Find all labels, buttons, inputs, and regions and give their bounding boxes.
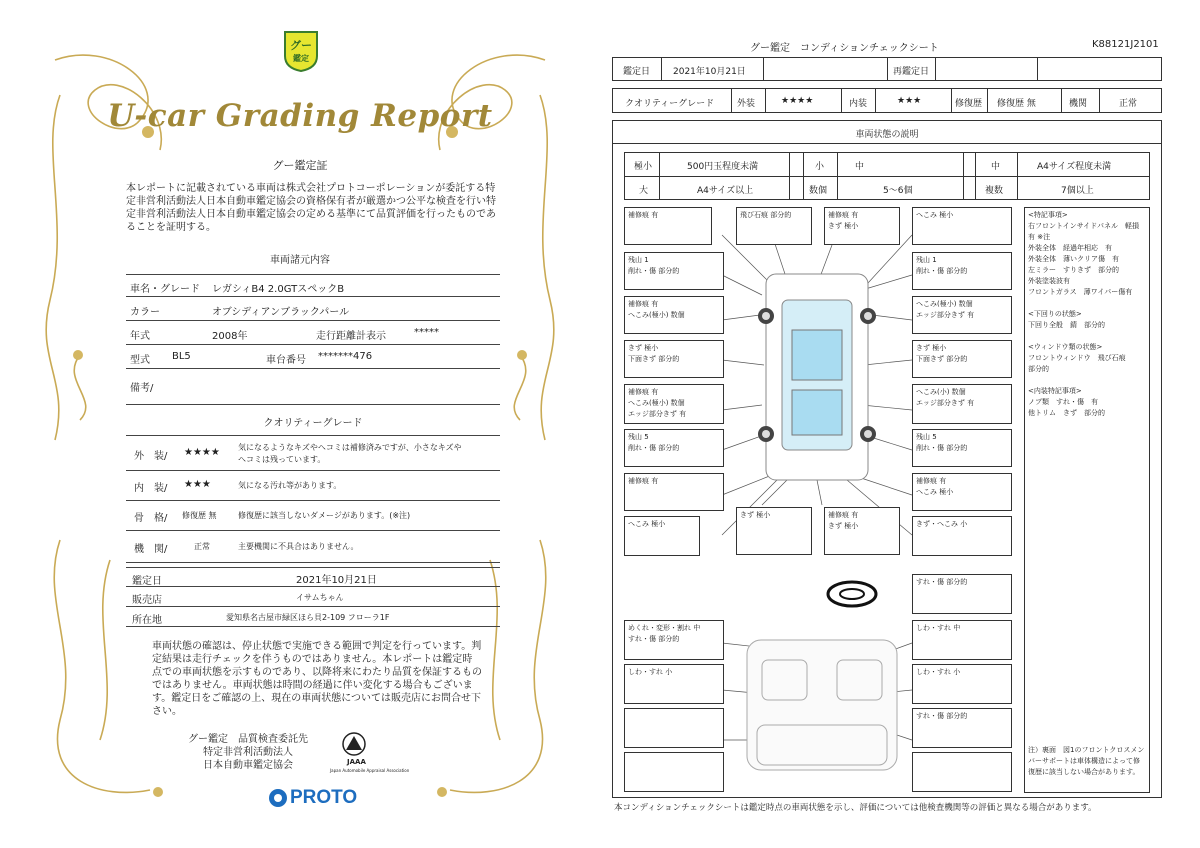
- svg-text:グー: グー: [290, 39, 312, 52]
- jaaa-sub-text: Japan Automobile Appraisal Association: [330, 768, 410, 773]
- damage-box-2: 飛び石痕 部分的: [736, 207, 812, 245]
- damage-box-29: [912, 752, 1012, 792]
- row-name: 車名・グレード レガシィB4 2.0GTスペックB: [126, 274, 500, 297]
- svg-text:鑑定: 鑑定: [293, 54, 309, 63]
- damage-box-3: 補修痕 有 きず 極小: [824, 207, 900, 245]
- note-line: [1028, 298, 1139, 309]
- notice-text: 車両状態の確認は、停止状態で実施できる範囲で判定を行っています。判定結果は走行チェックを伴うものではありません。本レポートは鑑定時点での車両状態を示すものであり、以降将来にわたり品質を保証するものではありません。車両状態は時間の経過に伴い変化する場合もございます。鑑定日をご確認の上、現在の車両状態については販売店にお問合せ下さい。: [152, 641, 482, 717]
- damage-box-6: 残山 1 削れ・傷 部分的: [912, 252, 1012, 290]
- note-line: フロントウィンドウ 飛び石痕: [1028, 354, 1126, 362]
- note-line: 外装全体 経過年相応 有: [1028, 244, 1112, 252]
- row-color: カラー オブシディアンブラックパール: [126, 297, 500, 321]
- damage-box-28: [624, 752, 724, 792]
- damage-box-26: [624, 708, 724, 748]
- damage-box-13: 残山 5 削れ・傷 部分的: [624, 429, 724, 467]
- date-table: 鑑定日 2021年10月21日 再鑑定日: [612, 57, 1162, 81]
- association-text: グー鑑定 品質検査委託先 特定非営利活動法人 日本自動車鑑定協会: [188, 734, 308, 771]
- row-year: 年式 2008年 走行距離計表示 *****: [126, 321, 500, 345]
- intro-text: 本レポートに記載されている車両は株式会社プロトコーポレーションが委託する特定非営利活動法人日本自動車鑑定協会の資格保有者が厳選かつ公平な検査を行い特定非営利活動法人日本自動車鑑定協会の定める基準にて品質評価を行ったものであることを証明する。: [126, 183, 496, 233]
- row-address: 所在地 愛知県名古屋市緑区ほら貝2-109 フローラ1F: [126, 607, 500, 627]
- damage-box-27: すれ・傷 部分的: [912, 708, 1012, 748]
- damage-box-19: 補修痕 有 きず 極小: [824, 507, 900, 555]
- damage-box-25: しわ・すれ 小: [912, 664, 1012, 704]
- cert-title: グー鑑定証: [272, 159, 328, 172]
- note-line: 左ミラー すりきず 部分的: [1028, 266, 1119, 274]
- damage-box-1: 補修痕 有: [624, 207, 712, 245]
- notes-list: [1028, 210, 1139, 419]
- goo-badge-icon: [283, 30, 319, 72]
- damage-box-16: 補修痕 有 へこみ 極小: [912, 473, 1012, 511]
- quality-interior: 内 装/ ★★★ 気になる汚れ等があります。: [126, 471, 500, 501]
- note-line: [1028, 375, 1139, 386]
- damage-box-5: 残山 1 削れ・傷 部分的: [624, 252, 724, 290]
- damage-box-22: めくれ・変形・割れ 中 すれ・傷 部分的: [624, 620, 724, 660]
- quality-engine: 機 関/ 正常 主要機関に不具合はありません。: [126, 531, 500, 563]
- note-line: 外装塗装波有: [1028, 277, 1070, 285]
- note-line: 右フロントインサイドパネル 軽損: [1028, 222, 1140, 230]
- damage-box-9: きず 極小 下面きず 部分的: [624, 340, 724, 378]
- steering-wheel-icon: [828, 582, 876, 606]
- notes-panel: [1024, 207, 1150, 793]
- note-line: ノブ類 すれ・傷 有: [1028, 398, 1098, 406]
- jaaa-text: JAAA: [347, 758, 366, 766]
- damage-box-24: しわ・すれ 小: [624, 664, 724, 704]
- note-line: 下回り全般 錆 部分的: [1028, 321, 1105, 329]
- sheet-id: K88121J2101: [1092, 39, 1159, 50]
- note-line: 他トリム きず 部分的: [1028, 409, 1105, 417]
- damage-box-15: 補修痕 有: [624, 473, 724, 511]
- note-line: 有 ※注: [1028, 233, 1051, 241]
- note-line: 外装全体 薄いクリア傷 有: [1028, 255, 1119, 263]
- footnote-text: 注）裏面 図1のフロントクロスメンバーサポートは車体構造によって修復歴に該当しない場合があります。: [1028, 746, 1145, 776]
- row-model: 型式 BL5 車台番号 *******476: [126, 345, 500, 369]
- damage-box-18: きず 極小: [736, 507, 812, 555]
- condition-header: 車両状態の説明: [612, 120, 1162, 144]
- note-line: <下回りの状態>: [1028, 310, 1082, 318]
- note-line: <ウィンドウ類の状態>: [1028, 343, 1103, 351]
- damage-box-7: 補修痕 有 へこみ(極小) 数個: [624, 296, 724, 334]
- damage-box-20: きず・へこみ 小: [912, 516, 1012, 556]
- bottom-note: 本コンディションチェックシートは鑑定時点の車両状態を示し、評価については他検査機関等の評価と異なる場合があります。: [614, 803, 1097, 813]
- damage-box-8: へこみ(極小) 数個 エッジ部分きず 有: [912, 296, 1012, 334]
- damage-box-12: へこみ(小) 数個 エッジ部分きず 有: [912, 384, 1012, 424]
- damage-box-4: へこみ 極小: [912, 207, 1012, 245]
- damage-box-14: 残山 5 削れ・傷 部分的: [912, 429, 1012, 467]
- legend-table: 極小 500円玉程度未満 小 中 中 A4サイズ程度未満 大 A4サイズ以上 数個 5～6個 複数 7個以上: [624, 152, 1150, 200]
- row-date: 鑑定日 2021年10月21日: [126, 567, 500, 587]
- damage-box-23: しわ・すれ 中: [912, 620, 1012, 660]
- damage-box-17: へこみ 極小: [624, 516, 700, 556]
- note-line: 部分的: [1028, 365, 1049, 373]
- quality-exterior: 外 装/ ★★★★ 気になるようなキズやヘコミは補修済みですが、小さなキズや ヘコミは残っています。: [126, 435, 500, 471]
- quality-frame: 骨 格/ 修復歴 無 修復歴に該当しないダメージがあります。(※注): [126, 501, 500, 531]
- row-remarks: 備考/: [126, 369, 500, 405]
- grade-table: クオリティーグレード 外装 ★★★★ 内装 ★★★ 修復歴 修復歴 無 機関 正常: [612, 88, 1162, 113]
- report-title: U-car Grading Report: [107, 98, 493, 134]
- damage-box-21: すれ・傷 部分的: [912, 574, 1012, 614]
- note-line: [1028, 331, 1139, 342]
- note-line: <特記事項>: [1028, 211, 1068, 219]
- proto-logo-icon: [268, 787, 288, 809]
- sheet-title: グー鑑定 コンディションチェックシート: [750, 43, 939, 54]
- quality-header-row: クオリティーグレード: [263, 418, 363, 429]
- note-line: <内装特記事項>: [1028, 387, 1082, 395]
- note-line: フロントガラス 薄ワイパー傷有: [1028, 288, 1133, 296]
- row-dealer: 販売店 イサムちゃん: [126, 587, 500, 607]
- spec-header: 車両諸元内容: [270, 255, 330, 266]
- proto-logo-text: PROTO: [290, 787, 358, 808]
- damage-box-10: きず 極小 下面きず 部分的: [912, 340, 1012, 378]
- damage-box-11: 補修痕 有 へこみ(極小) 数個 エッジ部分きず 有: [624, 384, 724, 424]
